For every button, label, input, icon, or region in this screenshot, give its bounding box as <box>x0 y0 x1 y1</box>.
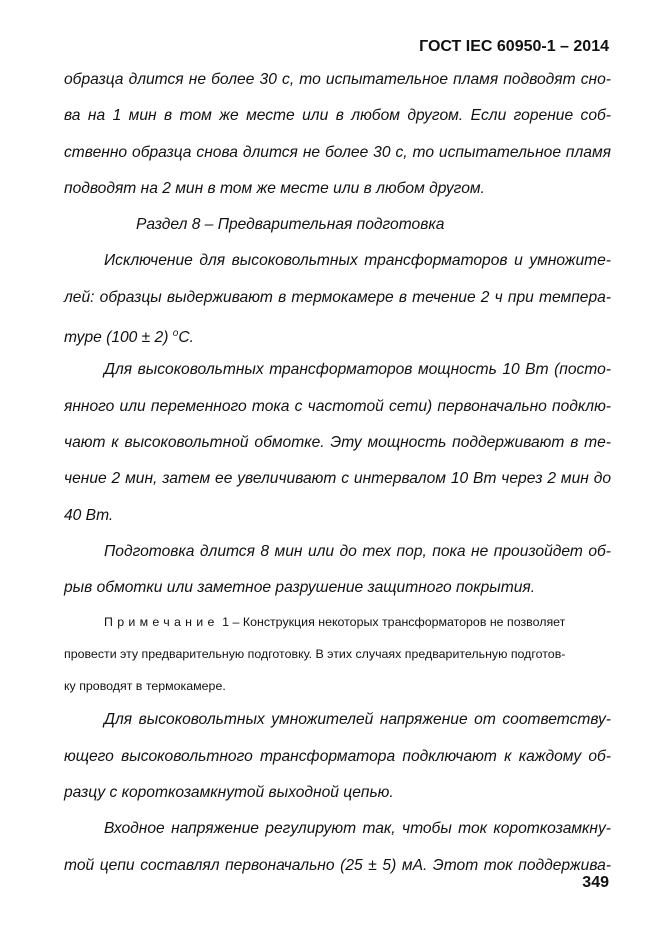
text-line: 40 Вт. <box>64 506 114 524</box>
text-fragment: C. <box>178 329 194 347</box>
note-line: провести эту предварительную подготовку. В этих случаях предварительную подготов- <box>64 647 566 662</box>
text-line: Для высоковольтных умножителей напряжение от соответству- <box>104 711 611 729</box>
text-line-with-superscript <box>64 316 611 352</box>
note-number: 1 <box>222 615 230 630</box>
text-line: Подготовка длится 8 мин или до тех пор, пока не произойдет об- <box>104 542 611 560</box>
text-line: лей: образцы выдерживают в термокамере в течение 2 ч при темпера- <box>64 288 611 306</box>
section-heading: Раздел 8 – Предварительная подготовка <box>136 216 445 234</box>
text-line: ственно образца снова длится не более 30 с, то испытательное пламя <box>64 143 611 161</box>
text-line: Исключение для высоковольтных трансформаторов и умножите- <box>104 252 611 270</box>
text-line: подводят на 2 мин в том же месте или в любом другом. <box>64 179 485 197</box>
text-line: чение 2 мин, затем ее увеличивают с интервалом 10 Вт через 2 мин до <box>64 470 611 488</box>
text-line: той цепи составлял первоначально (25 ± 5) мА. Этот ток поддержива- <box>64 856 611 874</box>
text-line: Входное напряжение регулируют так, чтобы ток короткозамкну- <box>104 820 611 838</box>
page-header: ГОСТ IEC 60950-1 – 2014 <box>419 38 609 55</box>
text-line: ва на 1 мин в том же месте или в любом другом. Если горение соб- <box>64 107 611 125</box>
text-fragment: туре (100 ± 2) <box>64 329 169 347</box>
text-line: ющего высоковольтного трансформатора подключают к каждому об- <box>64 747 611 765</box>
note-label: Примечание <box>104 615 219 630</box>
text-line: чают к высоковольтной обмотке. Эту мощность поддерживают в те- <box>64 433 611 451</box>
text-line: Для высоковольтных трансформаторов мощность 10 Вт (посто- <box>104 361 611 379</box>
text-line: образца длится не более 30 с, то испытательное пламя подводят сно- <box>64 71 611 88</box>
text-line: разцу с короткозамкнутой выходной цепью. <box>64 784 394 802</box>
page-number: 349 <box>582 874 609 891</box>
note-line: ку проводят в термокамере. <box>64 679 226 694</box>
note-text: – Конструкция некоторых трансформаторов не позволяет <box>232 615 566 630</box>
superscript: o <box>172 328 179 340</box>
note-line <box>64 606 611 638</box>
document-body <box>64 62 611 884</box>
text-line: янного или переменного тока с частотой сети) первоначально подклю- <box>64 397 611 415</box>
text-line: рыв обмотки или заметное разрушение защитного покрытия. <box>64 579 536 597</box>
